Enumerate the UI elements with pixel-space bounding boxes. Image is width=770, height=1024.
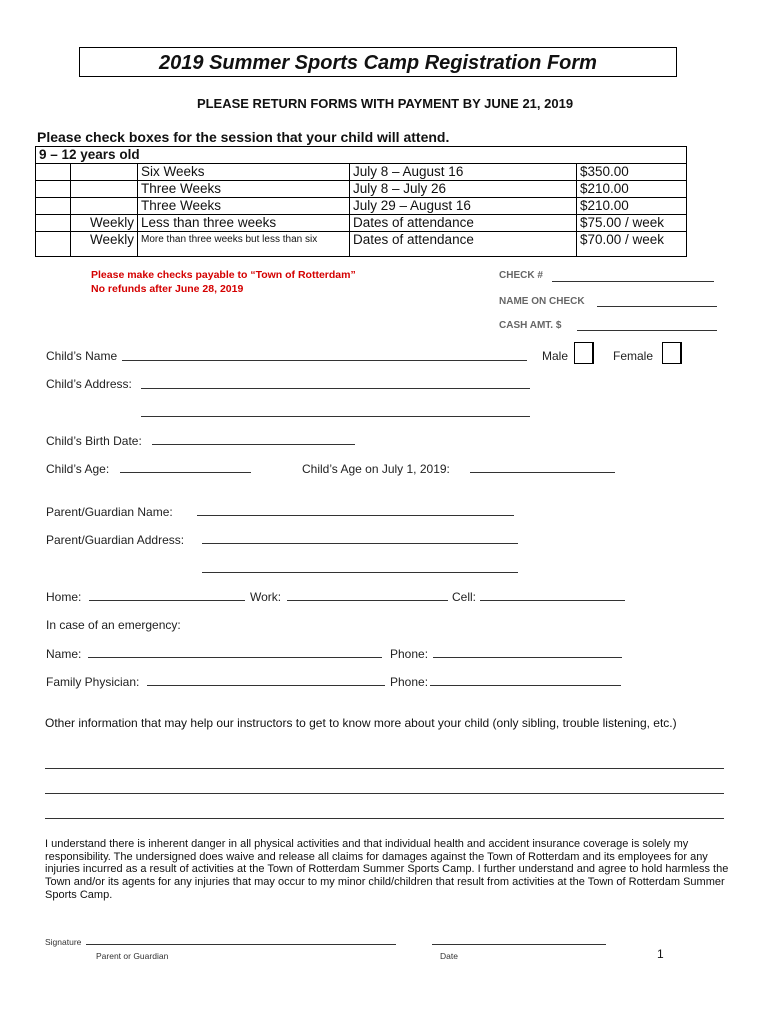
session-row — [36, 164, 687, 181]
session-price: $75.00 / week — [577, 215, 687, 232]
session-row — [36, 215, 687, 232]
form-title: 2019 Summer Sports Camp Registration Form — [159, 52, 597, 74]
home-phone-label: Home: — [46, 590, 82, 604]
male-checkbox[interactable] — [574, 342, 594, 364]
age-group-label: 9 – 12 years old — [36, 147, 687, 164]
session-price: $70.00 / week — [577, 232, 687, 257]
return-deadline: PLEASE RETURN FORMS WITH PAYMENT BY JUNE 21, 2019 — [196, 96, 574, 111]
cash-amount-label: CASH AMT. $ — [499, 320, 562, 331]
session-weekly: Weekly — [71, 215, 138, 232]
emergency-name-label: Name: — [46, 647, 82, 661]
guardian-name-label: Parent/Guardian Name: — [46, 505, 173, 519]
guardian-address-field-line2[interactable] — [202, 572, 518, 573]
session-row — [36, 198, 687, 215]
signature-field[interactable] — [86, 944, 396, 945]
cell-phone-label: Cell: — [452, 590, 477, 604]
session-dates: July 8 – August 16 — [350, 164, 577, 181]
session-dates: Dates of attendance — [350, 215, 577, 232]
title-box — [79, 47, 677, 77]
session-dates: July 29 – August 16 — [350, 198, 577, 215]
emergency-name-field[interactable] — [88, 657, 382, 658]
waiver-text: I understand there is inherent danger in all physical activities and that individual health and accident insurance coverage is solely my responsibility. The undersigned does waive and release all claims for damages against the Town of Rotterdam and its employees for any injuries incurred as a result of activities at the Town of Rotterdam Summer Sports Camp. I further understand and agree to hold harmless the Town and/or its agents for any injuries that may occur to my minor child/children that result from activities at the Town of Rotterdam Summer Sports Camp. — [45, 838, 729, 901]
check-number-label: CHECK # — [499, 270, 543, 281]
name-on-check-field[interactable] — [597, 306, 717, 307]
child-name-field[interactable] — [122, 360, 527, 361]
session-price: $210.00 — [577, 198, 687, 215]
session-duration: More than three weeks but less than six — [138, 232, 350, 257]
child-address-field-line2[interactable] — [141, 416, 530, 417]
work-phone-field[interactable] — [287, 600, 448, 601]
session-weekly — [71, 198, 138, 215]
session-checkbox[interactable] — [36, 164, 71, 181]
page-number: 1 — [657, 947, 664, 961]
child-address-field[interactable] — [141, 388, 530, 389]
physician-phone-field[interactable] — [430, 685, 621, 686]
other-info-prompt: Other information that may help our instructors to get to know more about your child (only sibling, trouble listening, etc.) — [45, 716, 677, 730]
female-checkbox[interactable] — [662, 342, 682, 364]
session-row — [36, 181, 687, 198]
age-on-july-field[interactable] — [470, 472, 615, 473]
session-duration: Less than three weeks — [138, 215, 350, 232]
male-label: Male — [542, 349, 569, 363]
child-address-label: Child’s Address: — [46, 377, 132, 391]
session-weekly: Weekly — [71, 232, 138, 257]
emergency-label: In case of an emergency: — [46, 618, 181, 632]
session-weekly — [71, 164, 138, 181]
checks-payable-notice: Please make checks payable to “Town of Rotterdam” — [91, 269, 356, 281]
home-phone-field[interactable] — [89, 600, 245, 601]
other-info-line-2[interactable] — [45, 793, 724, 794]
child-name-label: Child’s Name — [46, 349, 118, 363]
date-label: Date — [440, 951, 458, 961]
session-duration: Three Weeks — [138, 198, 350, 215]
session-duration: Three Weeks — [138, 181, 350, 198]
work-phone-label: Work: — [250, 590, 282, 604]
female-label: Female — [613, 349, 654, 363]
date-field[interactable] — [432, 944, 606, 945]
session-price: $350.00 — [577, 164, 687, 181]
session-dates: Dates of attendance — [350, 232, 577, 257]
physician-field[interactable] — [147, 685, 385, 686]
cell-phone-field[interactable] — [480, 600, 625, 601]
physician-phone-label: Phone: — [390, 675, 429, 689]
physician-label: Family Physician: — [46, 675, 140, 689]
session-checkbox[interactable] — [36, 215, 71, 232]
session-instruction: Please check boxes for the session that your child will attend. — [37, 129, 450, 145]
signature-label: Signature — [45, 937, 82, 947]
emergency-phone-field[interactable] — [433, 657, 622, 658]
session-checkbox[interactable] — [36, 232, 71, 257]
session-checkbox[interactable] — [36, 181, 71, 198]
other-info-line-3[interactable] — [45, 818, 724, 819]
no-refunds-notice: No refunds after June 28, 2019 — [91, 283, 244, 295]
guardian-address-field[interactable] — [202, 543, 518, 544]
session-price: $210.00 — [577, 181, 687, 198]
session-dates: July 8 – July 26 — [350, 181, 577, 198]
session-row — [36, 232, 687, 257]
check-number-field[interactable] — [552, 281, 714, 282]
session-duration: Six Weeks — [138, 164, 350, 181]
guardian-name-field[interactable] — [197, 515, 514, 516]
name-on-check-label: NAME ON CHECK — [499, 296, 585, 307]
parent-guardian-label: Parent or Guardian — [96, 951, 169, 961]
age-field[interactable] — [120, 472, 251, 473]
birth-date-field[interactable] — [152, 444, 355, 445]
cash-amount-field[interactable] — [577, 330, 717, 331]
emergency-phone-label: Phone: — [390, 647, 429, 661]
other-info-line-1[interactable] — [45, 768, 724, 769]
session-checkbox[interactable] — [36, 198, 71, 215]
guardian-address-label: Parent/Guardian Address: — [46, 533, 185, 547]
age-label: Child’s Age: — [46, 462, 110, 476]
age-on-july-label: Child’s Age on July 1, 2019: — [302, 462, 450, 476]
session-table — [35, 146, 687, 257]
age-group-row — [36, 147, 687, 164]
birth-date-label: Child’s Birth Date: — [46, 434, 142, 448]
session-weekly — [71, 181, 138, 198]
